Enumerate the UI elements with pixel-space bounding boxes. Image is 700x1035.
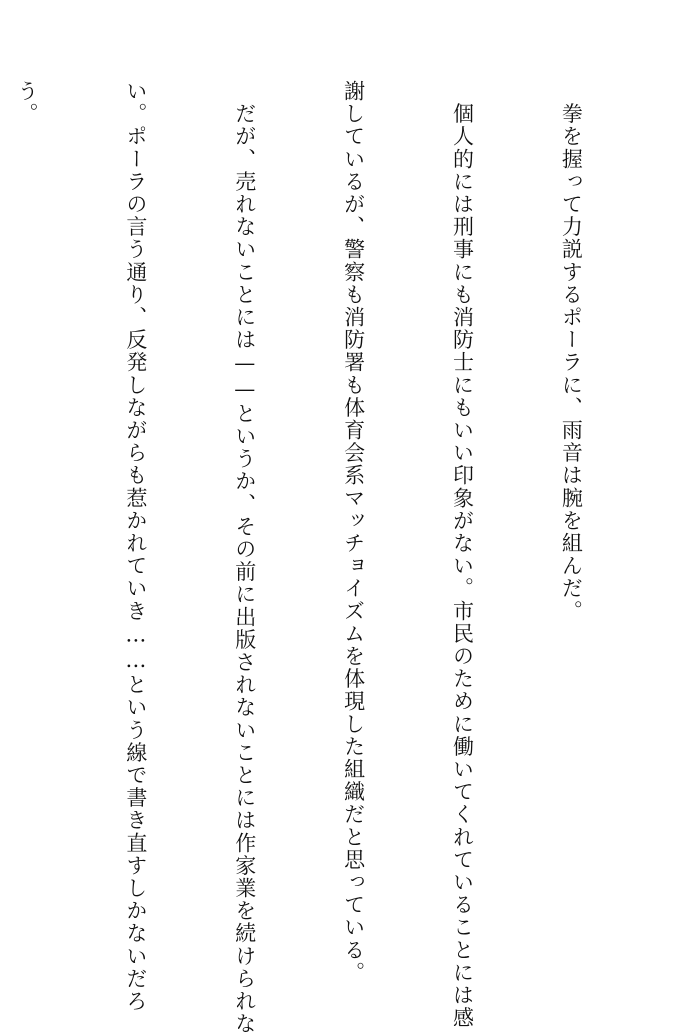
text-line-4: だが、売れないことには——というか、その前に出版されないことには作家業を続けられな xyxy=(232,80,257,1035)
text-line-6: う。 xyxy=(14,80,39,126)
vertical-body-text xyxy=(0,80,662,1035)
text-line-5: い。ポーラの言う通り、反発しながらも惹かれていき……という線で書き直すしかないだろ xyxy=(123,80,148,1013)
text-line-1: 拳を握って力説するポーラに、雨音は腕を組んだ。 xyxy=(559,80,584,623)
text-line-2: 個人的には刑事にも消防士にもいい印象がない。市民のために働いてくれていることには感 xyxy=(450,80,475,1030)
text-line-3: 謝しているが、警察も消防署も体育会系マッチョイズムを体現した組織だと思っている。 xyxy=(341,80,366,984)
